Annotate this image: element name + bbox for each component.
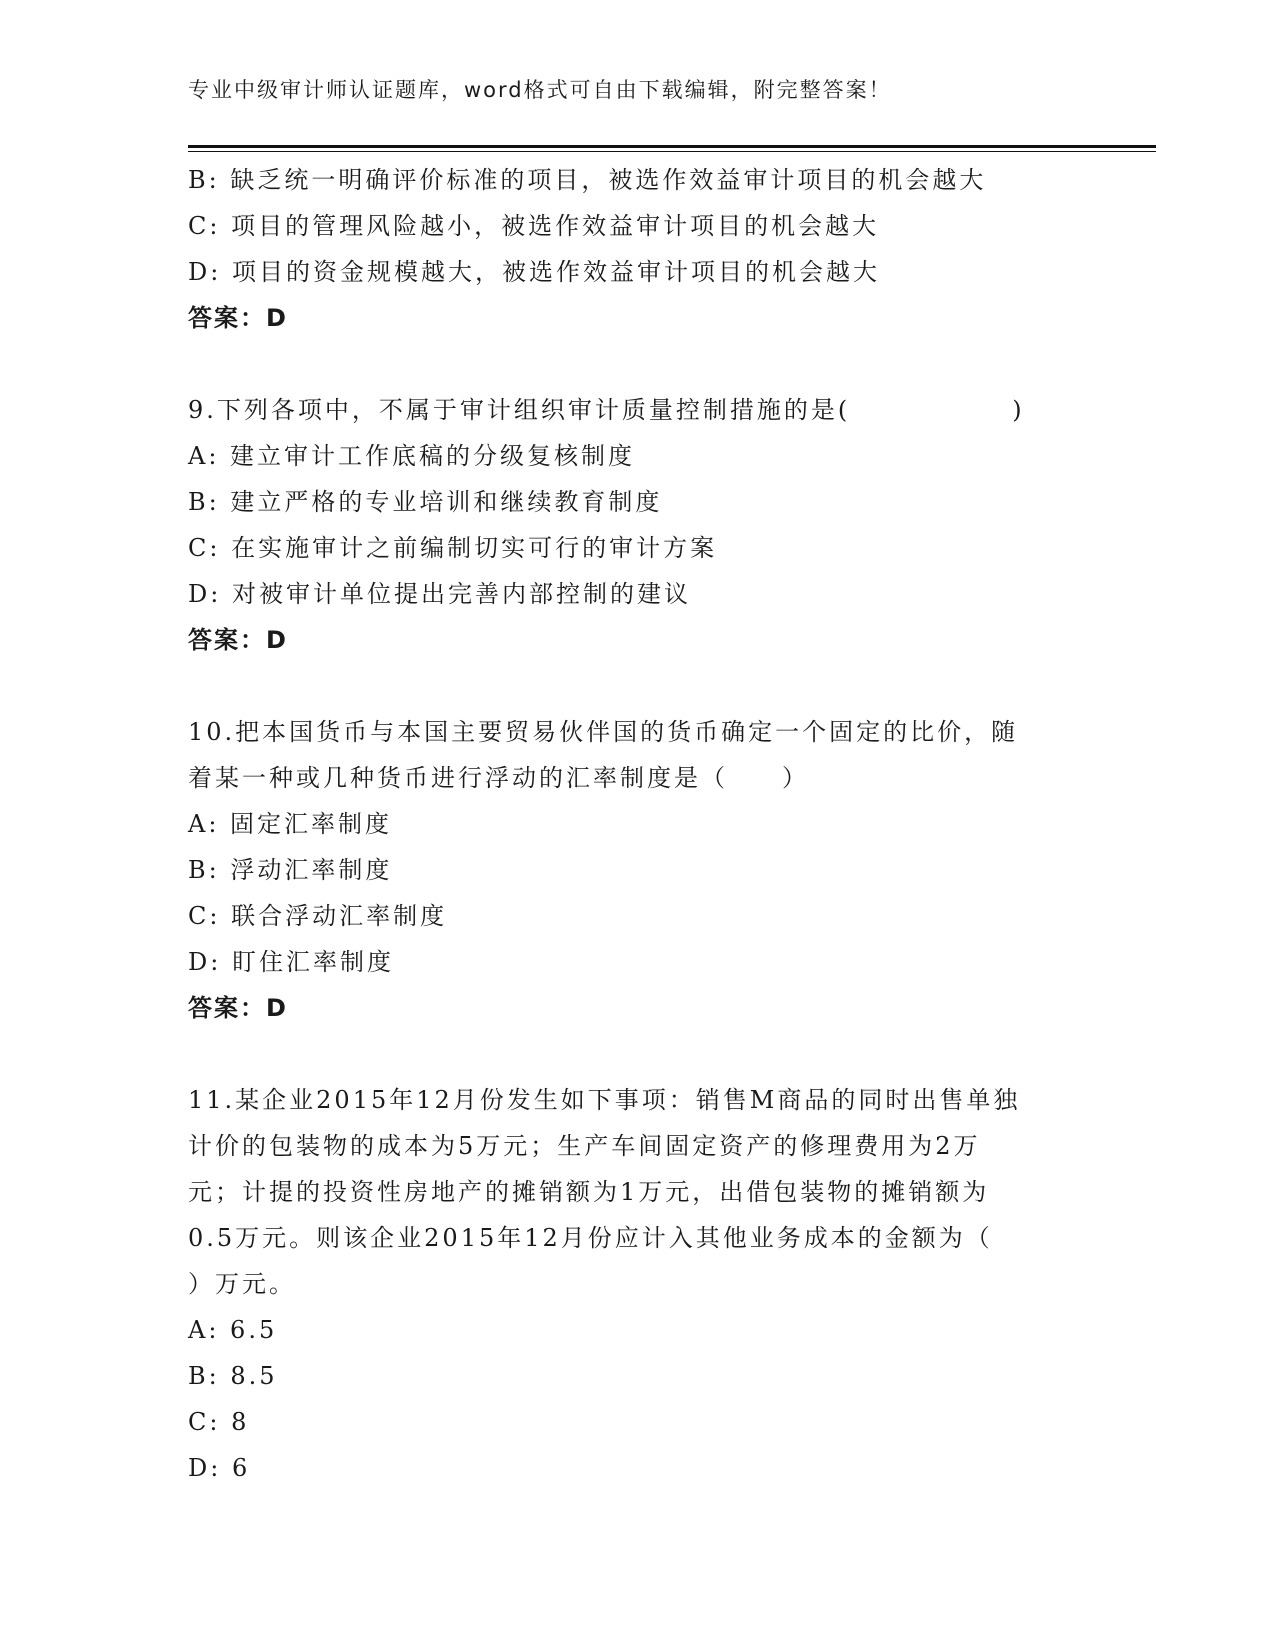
option-d: D: 盯住汇率制度 (188, 948, 394, 976)
question-11 (188, 1077, 1088, 1491)
option-b: B: 缺乏统一明确评价标准的项目，被选作效益审计项目的机会越大 (188, 166, 987, 194)
document-body (188, 157, 1088, 1491)
question-9 (188, 387, 1088, 663)
option-b: B: 建立严格的专业培训和继续教育制度 (188, 488, 663, 516)
answer-line: 答案：D (188, 626, 288, 654)
question-stem-line: 着某一种或几种货币进行浮动的汇率制度是（ ） (188, 764, 809, 792)
question-stem-line: 11.某企业2015年12月份发生如下事项：销售M商品的同时出售单独 (188, 1086, 1021, 1114)
header-rule-thick (188, 145, 1156, 148)
option-a: A: 6.5 (188, 1316, 278, 1344)
question-stem-line: 10.把本国货币与本国主要贸易伙伴国的货币确定一个固定的比价，随 (188, 718, 1019, 746)
option-c: C: 在实施审计之前编制切实可行的审计方案 (188, 534, 718, 562)
spacer (188, 1031, 1088, 1077)
question-stem-line: 元；计提的投资性房地产的摊销额为1万元，出借包装物的摊销额为 (188, 1178, 990, 1206)
header-rule-thin (188, 151, 1156, 152)
prev-question (188, 157, 1088, 341)
question-stem: 9.下列各项中，不属于审计组织审计质量控制措施的是( ) (188, 396, 1025, 424)
spacer (188, 663, 1088, 709)
question-stem-line: 计价的包装物的成本为5万元；生产车间固定资产的修理费用为2万 (188, 1132, 981, 1160)
question-stem-line: 0.5万元。则该企业2015年12月份应计入其他业务成本的金额为（ (188, 1224, 993, 1252)
option-c: C: 8 (188, 1408, 250, 1436)
answer-line: 答案：D (188, 994, 288, 1022)
option-b: B: 8.5 (188, 1362, 278, 1390)
option-d: D: 项目的资金规模越大，被选作效益审计项目的机会越大 (188, 258, 880, 286)
option-d: D: 对被审计单位提出完善内部控制的建议 (188, 580, 691, 608)
option-c: C: 项目的管理风险越小，被选作效益审计项目的机会越大 (188, 212, 880, 240)
answer-line: 答案：D (188, 304, 288, 332)
option-b: B: 浮动汇率制度 (188, 856, 393, 884)
question-10 (188, 709, 1088, 1031)
option-c: C: 联合浮动汇率制度 (188, 902, 448, 930)
option-d: D: 6 (188, 1454, 251, 1482)
page-header: 专业中级审计师认证题库，word格式可自由下载编辑，附完整答案！ (188, 78, 892, 102)
question-stem-line: ）万元。 (188, 1270, 296, 1298)
option-a: A: 固定汇率制度 (188, 810, 393, 838)
spacer (188, 341, 1088, 387)
option-a: A: 建立审计工作底稿的分级复核制度 (188, 442, 636, 470)
